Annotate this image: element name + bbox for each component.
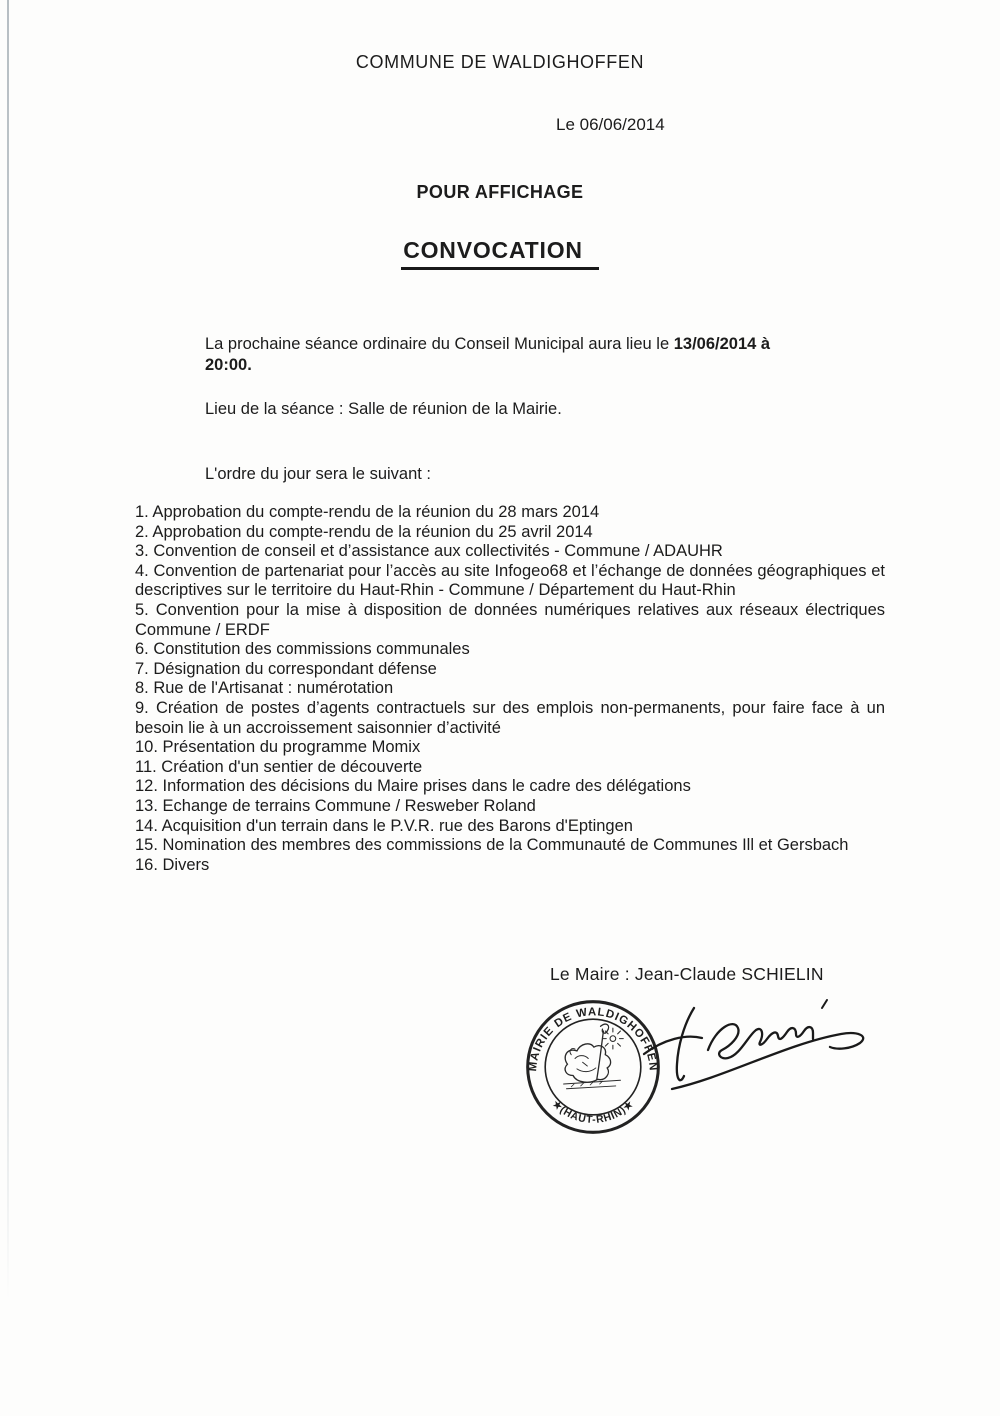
meeting-location: Lieu de la séance : Salle de réunion de la Mairie. (205, 400, 562, 418)
agenda-item: 10. Présentation du programme Momix (135, 738, 421, 757)
agenda-item: 3. Convention de conseil et d’assistance aux collectivités - Commune / ADAUHR (135, 542, 723, 561)
seal-top-text: MAIRIE DE WALDIGHOFFEN (527, 1006, 659, 1072)
svg-text:★(HAUT-RHIN)★ (549, 1098, 636, 1126)
agenda-item: 11. Création d'un sentier de découverte (135, 757, 423, 776)
handwritten-signature (636, 992, 884, 1107)
document-date: Le 06/06/2014 (556, 115, 665, 134)
agenda-item: 9. Création de postes d’agents contractuels sur des emplois non-permanents, pour faire face à un besoin lie à un accroissement saisonnier d’activité (135, 698, 885, 737)
display-note: POUR AFFICHAGE (416, 182, 584, 202)
agenda-list (135, 503, 885, 875)
intro-text: La prochaine séance ordinaire du Conseil Municipal aura lieu le (205, 335, 670, 353)
agenda-lead: L'ordre du jour sera le suivant : (205, 465, 432, 483)
meeting-time: 20:00. (205, 355, 252, 374)
commune-name: COMMUNE DE WALDIGHOFFEN (355, 52, 645, 72)
agenda-item: 13. Echange de terrains Commune / Resweber Roland (135, 796, 536, 815)
agenda-item: 6. Constitution des commissions communales (135, 640, 470, 659)
agenda-item: 1. Approbation du compte-rendu de la réunion du 28 mars 2014 (135, 503, 600, 521)
intro-paragraph (205, 334, 885, 375)
agenda-item: 8. Rue de l'Artisanat : numérotation (135, 679, 394, 698)
document-title (0, 237, 1000, 270)
agenda-item: 14. Acquisition d'un terrain dans le P.V.R. rue des Barons d'Eptingen (135, 816, 633, 835)
seal-emblem (564, 1024, 624, 1089)
agenda-item: 15. Nomination des membres des commissions de la Communauté de Communes Ill et Gersbach (135, 836, 849, 855)
mayor-signature-line: Le Maire : Jean-Claude SCHIELIN (550, 964, 824, 984)
agenda-item: 5. Convention pour la mise à disposition de données numériques relatives aux réseaux électriques Commune / ERDF (135, 600, 885, 639)
agenda-item: 4. Convention de partenariat pour l’accès au site Infogeo68 et l’échange de données géographiques et descriptives sur le territoire du Haut-Rhin - Commune / Département du Haut-Rhin (135, 561, 885, 600)
agenda-item: 16. Divers (135, 855, 210, 874)
seal-bottom-text: ★(HAUT-RHIN)★ (549, 1098, 637, 1126)
agenda-item: 2. Approbation du compte-rendu de la réunion du 25 avril 2014 (135, 522, 593, 541)
document-title-text: CONVOCATION (401, 237, 599, 270)
agenda-item: 12. Information des décisions du Maire prises dans le cadre des délégations (135, 777, 691, 796)
meeting-datetime: 13/06/2014 à (673, 335, 771, 353)
agenda-item: 7. Désignation du correspondant défense (135, 659, 437, 678)
